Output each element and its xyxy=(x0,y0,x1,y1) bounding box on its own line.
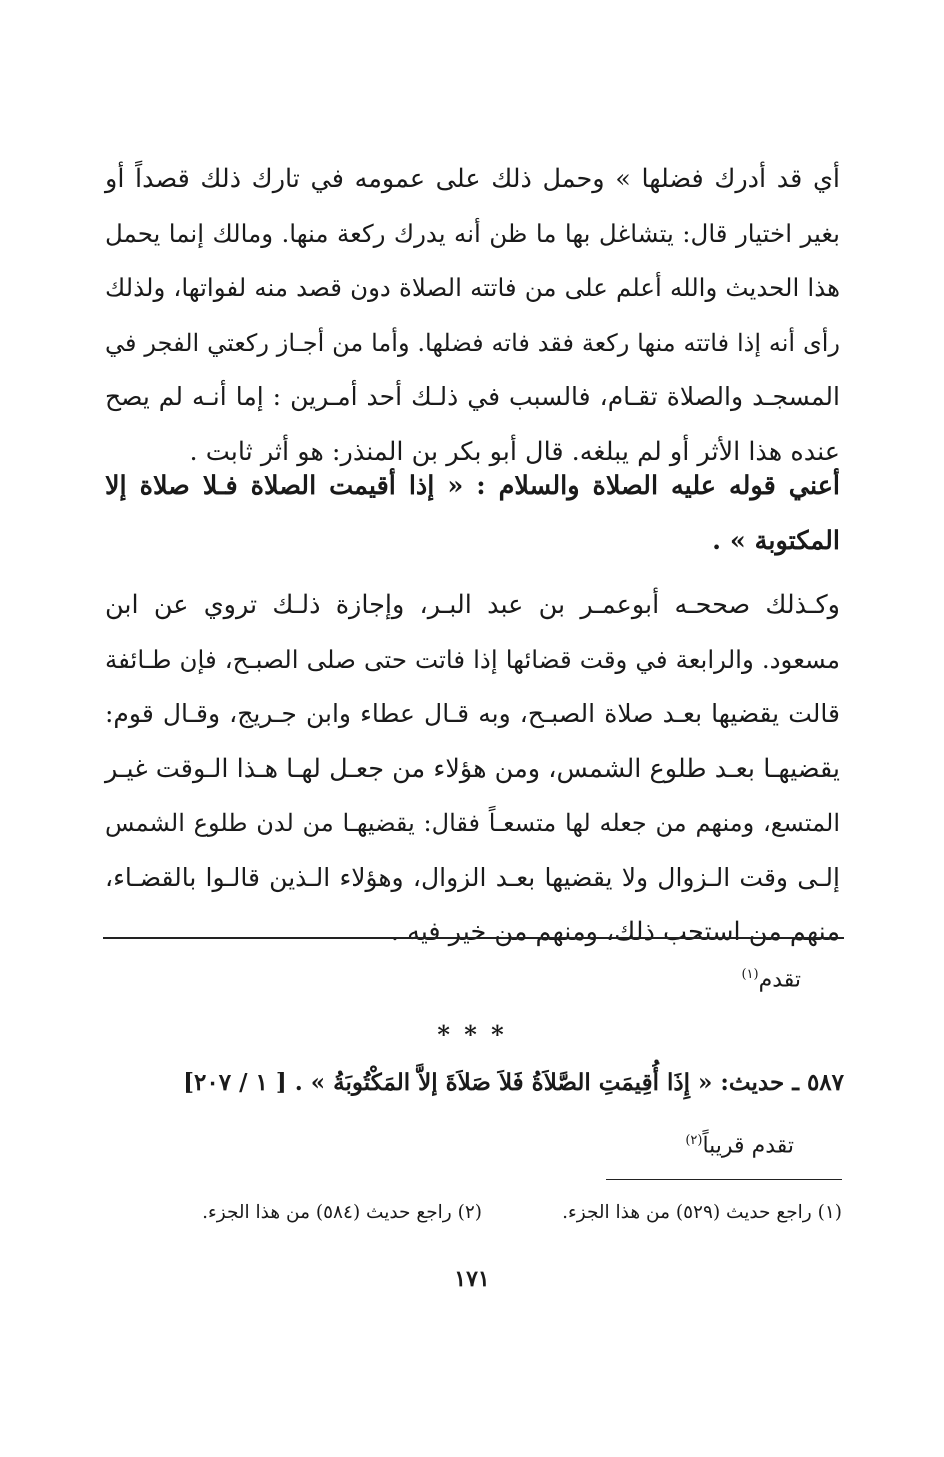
text-line: بغير اختيار قال: يتشاغل بها ما ظن أنه يدرك ركعة منها. ومالك إنما يحمل xyxy=(105,218,840,248)
paragraph-1 xyxy=(105,152,840,479)
text-line: مسعود. والرابعة في وقت قضائها إذا فاتت حتى صلى الصبـح، فإن طـائفة xyxy=(105,644,840,674)
text-line: منهم من استحب ذلك، ومنهم من خير فيه . xyxy=(390,917,840,947)
text-line: قالت يقضيها بعـد صلاة الصبـح، وبه قـال عطاء وابن جـريج، وقـال قوم: xyxy=(105,699,840,728)
note-ref-2 xyxy=(685,1126,794,1161)
text-line: أعني قوله عليه الصلاة والسلام : « إذا أقيمت الصلاة فـلا صلاة إلا xyxy=(105,471,840,501)
note-ref-text: تقدم قريباً xyxy=(702,1133,794,1159)
footnote-1: (١) راجع حديث (٥٢٩) من هذا الجزء. xyxy=(562,1202,842,1223)
text-line: رأى أنه إذا فاتته منها ركعة فقد فاته فضلها. وأما من أجـاز ركعتي الفجر في xyxy=(105,328,840,357)
text-line: المكتوبة » . xyxy=(712,525,840,556)
paragraph-3 xyxy=(105,578,840,960)
footnote-2: (٢) راجع حديث (٥٨٤) من هذا الجزء. xyxy=(202,1202,482,1223)
text-line: عنده هذا الأثر أو لم يبلغه. قال أبو بكر بن المنذر: هو أثر ثابت . xyxy=(189,436,840,467)
text-line: إلـى وقت الـزوال ولا يقضيها بعـد الزوال، وهؤلاء الـذين قالـوا بالقضـاء، xyxy=(105,862,840,892)
footnote-marker[interactable]: (٢) xyxy=(685,1133,703,1148)
text-line: المسجـد والصلاة تقـام، فالسبب في ذلـك أحد أمـرين : إما أنـه لم يصح xyxy=(105,382,840,411)
footnote-divider xyxy=(606,1179,842,1180)
text-line: هذا الحديث والله أعلم على من فاتته الصلاة دون قصد منه لفواتها، ولذلك xyxy=(105,273,840,302)
note-ref-text: تقدم xyxy=(758,967,801,993)
page-number: ١٧١ xyxy=(454,1266,490,1292)
text-line: أي قد أدرك فضلها » وحمل ذلك على عمومه في تارك ذلك قصداً أو xyxy=(105,164,840,194)
hadith-heading: ٥٨٧ ـ حديث: « إِذَا أُقِيمَتِ الصَّلاَةُ فَلاَ صَلاَةَ إلاَّ المَكْتُوبَةُ » . [ ١ / ٢٠٧] xyxy=(183,1069,844,1096)
footnote-marker[interactable]: (١) xyxy=(741,967,759,982)
note-ref-1 xyxy=(741,960,801,995)
section-divider xyxy=(103,937,844,939)
paragraph-2-heading xyxy=(105,459,840,568)
separator-stars: * * * xyxy=(437,1020,507,1049)
text-line: المتسع، ومنهم من جعله لها متسعـاً فقال: يقضيهـا من لدن طلوع الشمس xyxy=(105,809,840,837)
text-line: يقضيهـا بعـد طلوع الشمس، ومن هؤلاء من جعـل لهـا هـذا الـوقت غيـر xyxy=(105,753,840,784)
text-line: وكـذلك صححـه أبوعمـر بن عبد البـر، وإجازة ذلـك تروي عن ابن xyxy=(105,590,840,620)
